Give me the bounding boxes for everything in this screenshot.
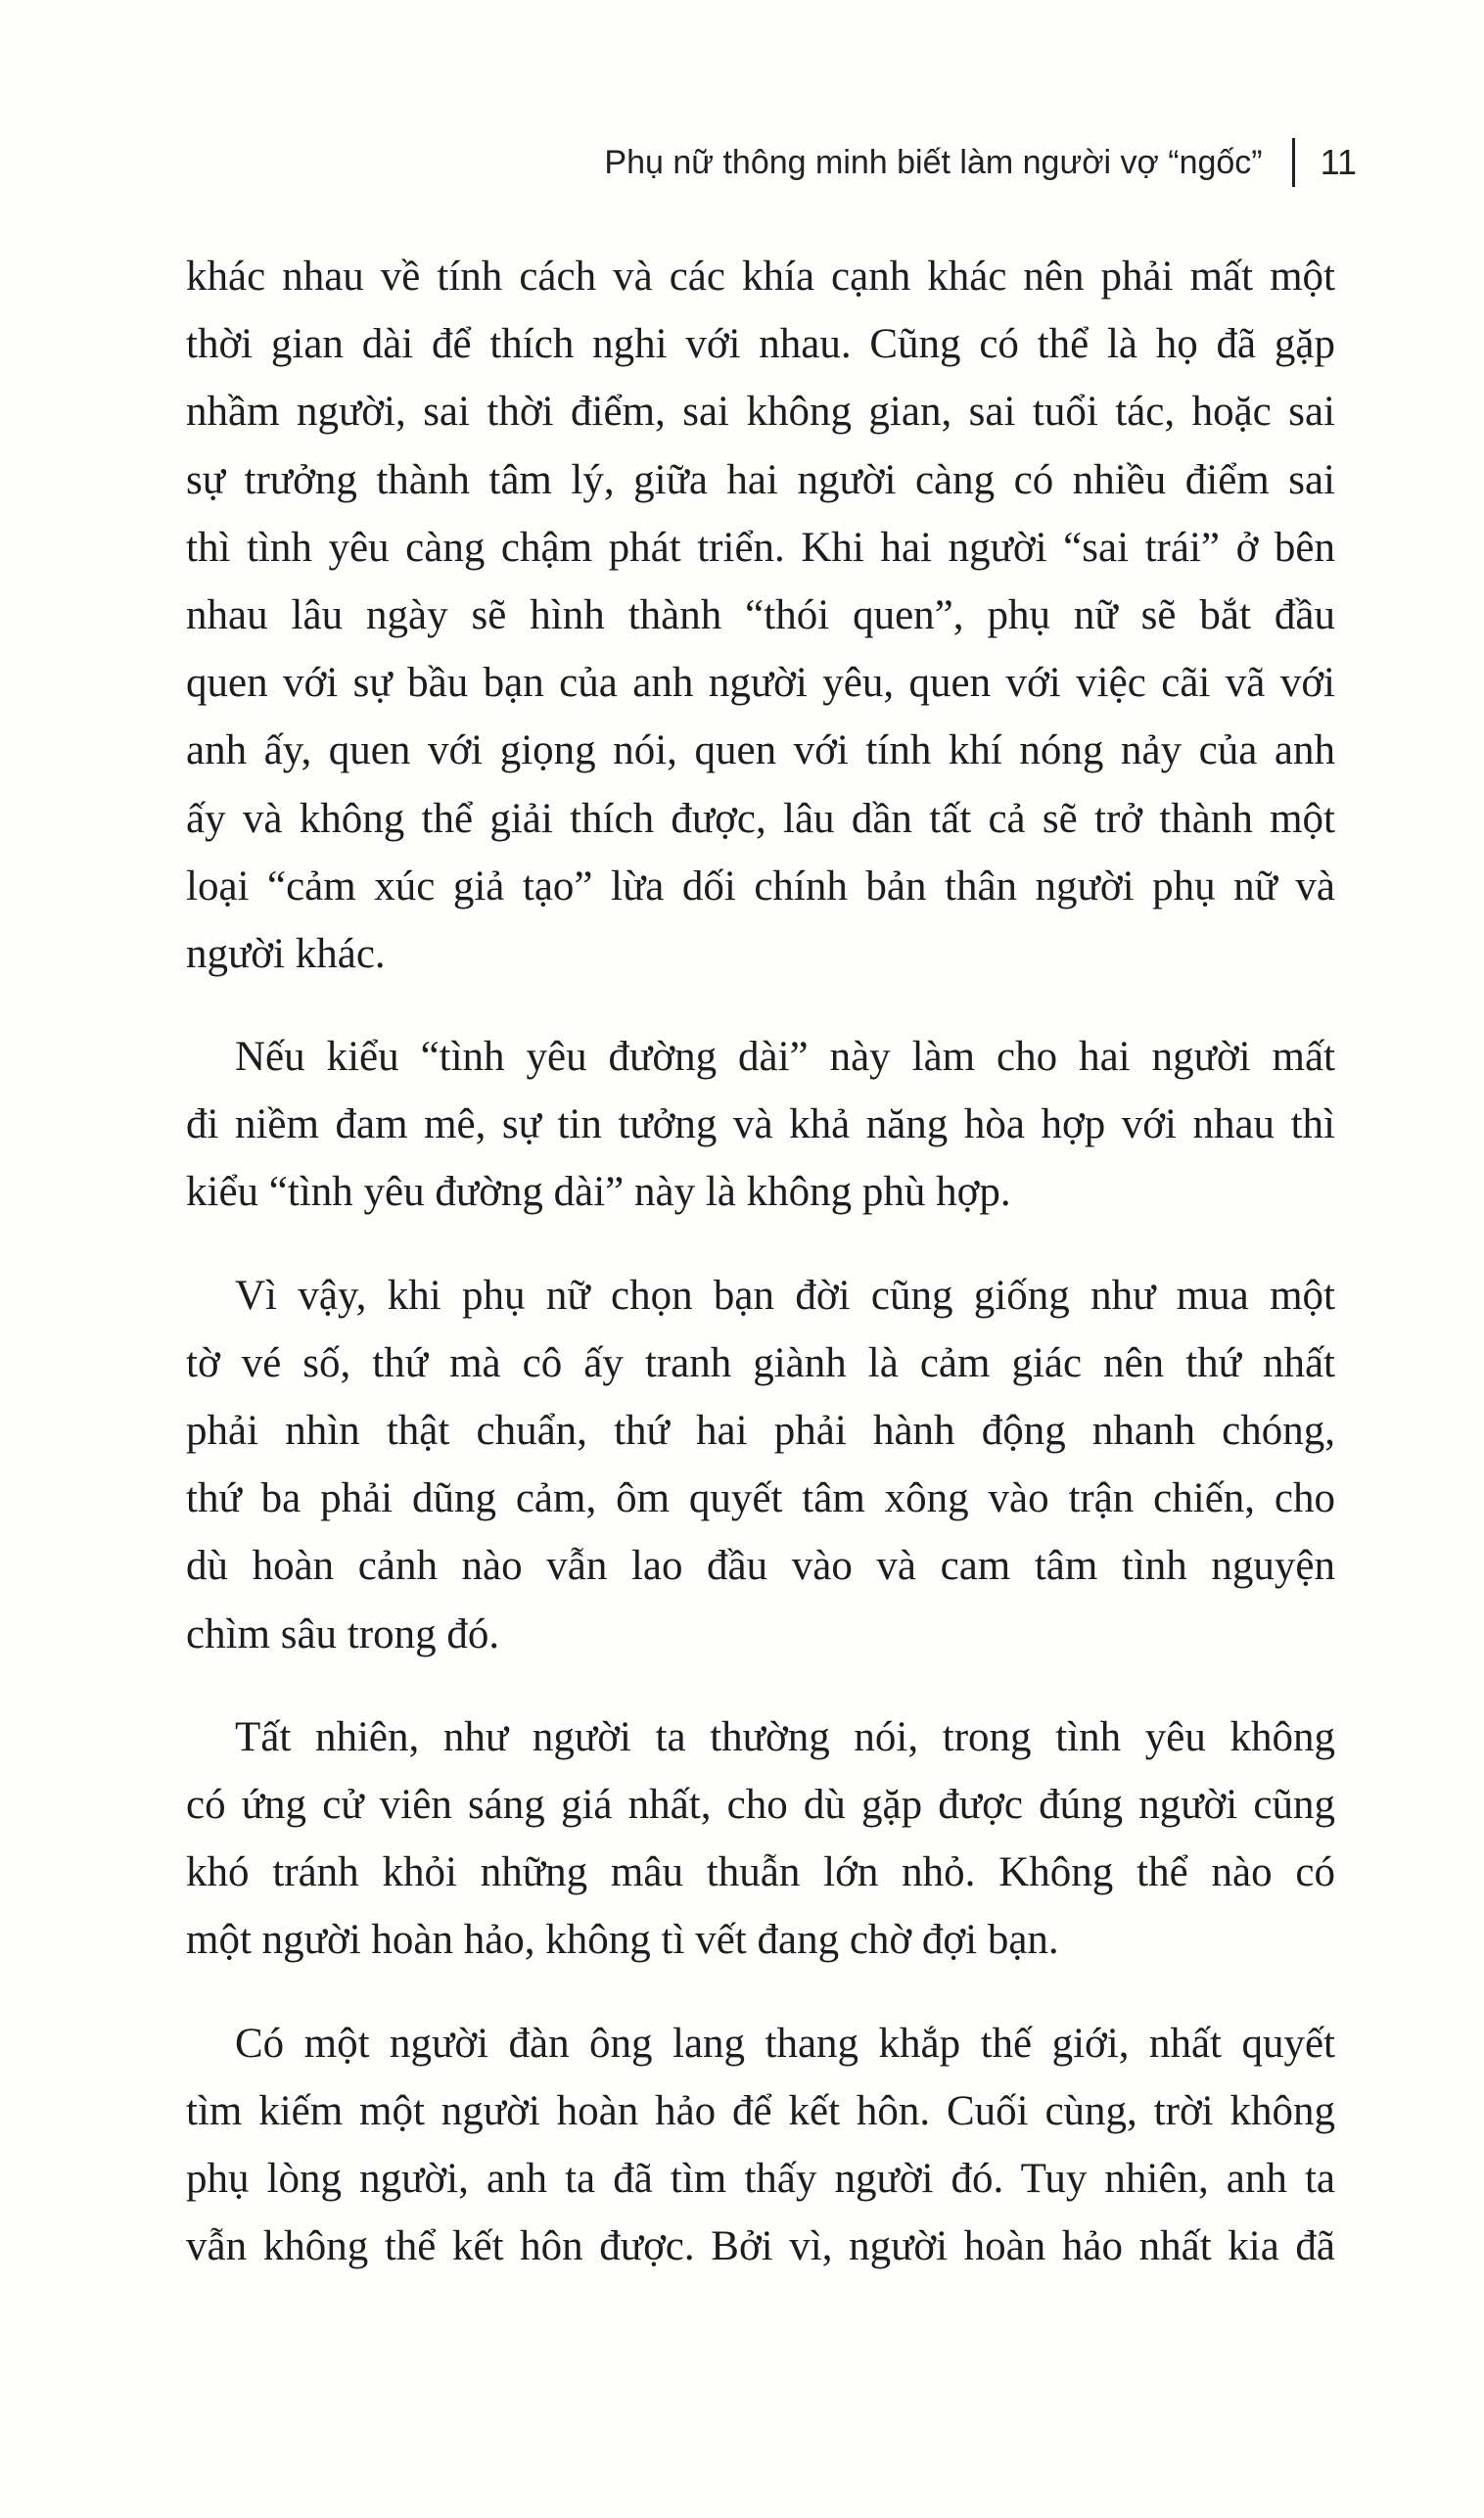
paragraph-gap (186, 1975, 1335, 2010)
text-line: thứ ba phải dũng cảm, ôm quyết tâm xông vào trận chiến, cho (186, 1475, 1335, 1522)
page-number: 11 (1320, 142, 1357, 182)
paragraph (186, 243, 1335, 988)
running-title: Phụ nữ thông minh biết làm người vợ “ngốc” (604, 143, 1263, 181)
text-line: sự trưởng thành tâm lý, giữa hai người càng có nhiều điểm sai (186, 456, 1335, 503)
paragraph-gap (186, 1668, 1335, 1703)
text-line: khác nhau về tính cách và các khía cạnh khác nên phải mất một (186, 254, 1335, 300)
paragraph (186, 1703, 1335, 1975)
text-line: anh ấy, quen với giọng nói, quen với tính khí nóng nảy của anh (186, 727, 1335, 774)
body-text (186, 243, 1335, 2280)
text-line: chìm sâu trong đó. (186, 1610, 500, 1657)
text-line: quen với sự bầu bạn của anh người yêu, quen với việc cãi vã với (186, 660, 1335, 707)
text-line: thời gian dài để thích nghi với nhau. Cũng có thể là họ đã gặp (186, 321, 1335, 368)
paragraph-gap (186, 1227, 1335, 1262)
text-line: dù hoàn cảnh nào vẫn lao đầu vào và cam tâm tình nguyện (186, 1543, 1335, 1590)
text-line: tìm kiếm một người hoàn hảo để kết hôn. Cuối cùng, trời không (186, 2087, 1335, 2134)
text-line: loại “cảm xúc giả tạo” lừa dối chính bản thân người phụ nữ và (186, 863, 1335, 909)
text-line: Có một người đàn ông lang thang khắp thế giới, nhất quyết (235, 2020, 1335, 2067)
header-divider (1292, 138, 1295, 187)
text-line: nhầm người, sai thời điểm, sai không gian, sai tuổi tác, hoặc sai (186, 389, 1335, 436)
running-header (604, 137, 1357, 188)
text-line: thì tình yêu càng chậm phát triển. Khi hai người “sai trái” ở bên (186, 524, 1335, 571)
text-line: tờ vé số, thứ mà cô ấy tranh giành là cảm giác nên thứ nhất (186, 1339, 1335, 1386)
text-line: phụ lòng người, anh ta đã tìm thấy người đó. Tuy nhiên, anh ta (186, 2155, 1335, 2202)
text-line: nhau lâu ngày sẽ hình thành “thói quen”, phụ nữ sẽ bắt đầu (186, 591, 1335, 638)
paragraph (186, 2010, 1335, 2281)
text-line: khó tránh khỏi những mâu thuẫn lớn nhỏ. Không thể nào có (186, 1849, 1335, 1896)
text-line: vẫn không thể kết hôn được. Bởi vì, người hoàn hảo nhất kia đã (186, 2223, 1335, 2270)
text-line: phải nhìn thật chuẩn, thứ hai phải hành động nhanh chóng, (186, 1408, 1335, 1454)
paragraph-gap (186, 988, 1335, 1023)
text-line: kiểu “tình yêu đường dài” này là không phù hợp. (186, 1169, 1011, 1216)
text-line: có ứng cử viên sáng giá nhất, cho dù gặp được đúng người cũng (186, 1781, 1335, 1828)
paragraph (186, 1262, 1335, 1668)
text-line: ấy và không thể giải thích được, lâu dần tất cả sẽ trở thành một (186, 795, 1335, 842)
paragraph (186, 1023, 1335, 1227)
text-line: một người hoàn hảo, không tì vết đang chờ đợi bạn. (186, 1917, 1059, 1964)
text-line: đi niềm đam mê, sự tin tưởng và khả năng hòa hợp với nhau thì (186, 1101, 1335, 1148)
text-line: Nếu kiểu “tình yêu đường dài” này làm cho hai người mất (235, 1034, 1335, 1081)
text-line: người khác. (186, 930, 386, 977)
text-line: Tất nhiên, như người ta thường nói, trong tình yêu không (235, 1713, 1335, 1760)
text-line: Vì vậy, khi phụ nữ chọn bạn đời cũng giống như mua một (235, 1272, 1335, 1319)
